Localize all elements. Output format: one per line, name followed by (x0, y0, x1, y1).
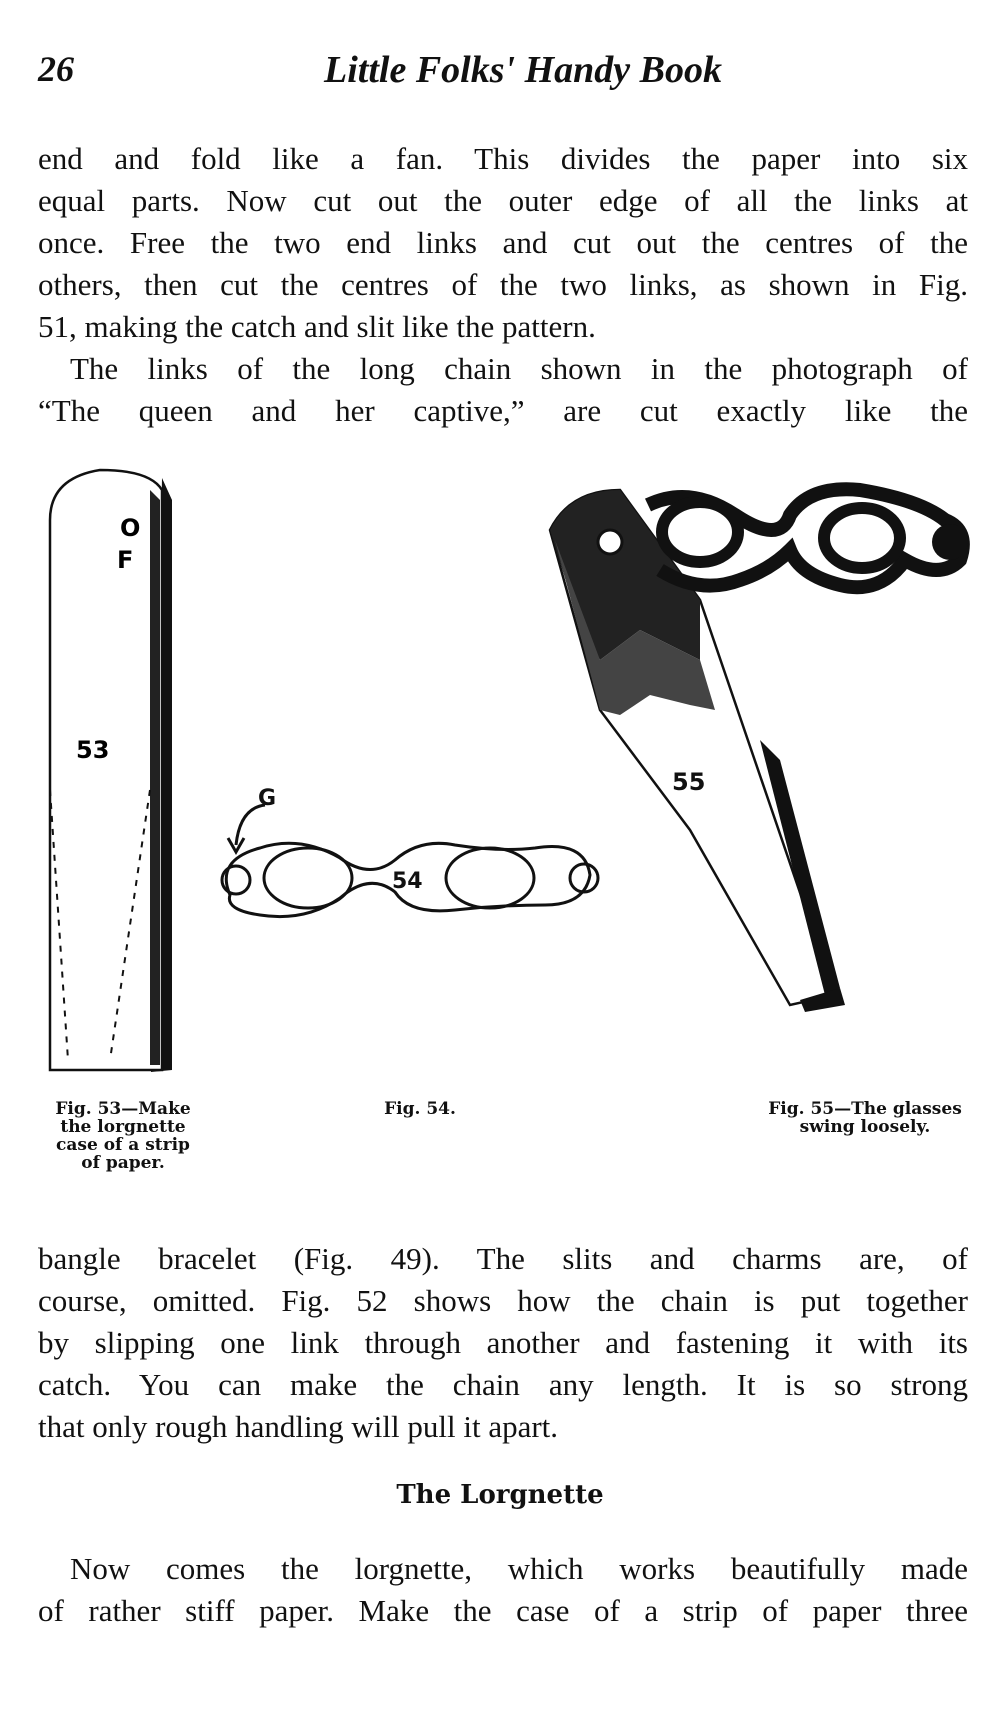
text-line: catch. You can make the chain any length. It is so strong (38, 1367, 968, 1402)
fig-53-hole-label: O (120, 514, 141, 542)
page-header (38, 48, 968, 108)
text-line: equal parts. Now cut out the outer edge of all the links at (38, 183, 968, 218)
caption-line: swing loosely. (799, 1117, 931, 1137)
text-line: Now comes the lorgnette, which works beautifully made (70, 1551, 968, 1586)
fig-53-number: 53 (76, 736, 110, 764)
paragraph-2 (38, 348, 968, 432)
figures-illustration (0, 460, 1000, 1200)
fig-55-number: 55 (672, 768, 706, 796)
fig-54-caption: Fig. 54. (384, 1099, 456, 1119)
text-line: end and fold like a fan. This divides the paper into six (38, 141, 968, 176)
page-number: 26 (38, 49, 74, 89)
text-line: others, then cut the centres of the two links, as shown in Fig. (38, 267, 968, 302)
fig-53-letter-label: F (117, 546, 134, 574)
fig-54-drawing (222, 786, 598, 917)
text-line: The links of the long chain shown in the photograph of (70, 351, 968, 386)
paragraph-4 (38, 1548, 968, 1632)
caption-line: of paper. (81, 1153, 165, 1173)
text-line: bangle bracelet (Fig. 49). The slits and charms are, of (38, 1241, 968, 1276)
running-title: Little Folks' Handy Book (324, 49, 722, 91)
caption-line: the lorgnette (60, 1117, 186, 1137)
fig-54-letter-label: G (258, 786, 277, 811)
caption-line: Fig. 55—The glasses (768, 1099, 962, 1119)
fig-55-caption (745, 1100, 985, 1136)
paragraph-3 (38, 1238, 968, 1448)
fig-53-caption (38, 1100, 208, 1172)
fig-55-drawing (550, 489, 968, 1012)
section-heading: The Lorgnette (396, 1480, 604, 1510)
caption-line: case of a strip (56, 1135, 190, 1155)
fig-54-number: 54 (392, 869, 423, 894)
text-line: by slipping one link through another and fastening it with its (38, 1325, 968, 1360)
text-line: 51, making the catch and slit like the pattern. (38, 309, 596, 344)
paragraph-1 (38, 138, 968, 348)
text-line: course, omitted. Fig. 52 shows how the chain is put together (38, 1283, 968, 1318)
text-line: that only rough handling will pull it apart. (38, 1409, 559, 1444)
text-line: once. Free the two end links and cut out the centres of the (38, 225, 968, 260)
text-line: “The queen and her captive,” are cut exactly like the (38, 393, 968, 428)
figures-area (0, 460, 1000, 1200)
fig-53-drawing (50, 470, 172, 1072)
text-line: of rather stiff paper. Make the case of a strip of paper three (38, 1593, 968, 1628)
caption-line: Fig. 53—Make (55, 1099, 191, 1119)
